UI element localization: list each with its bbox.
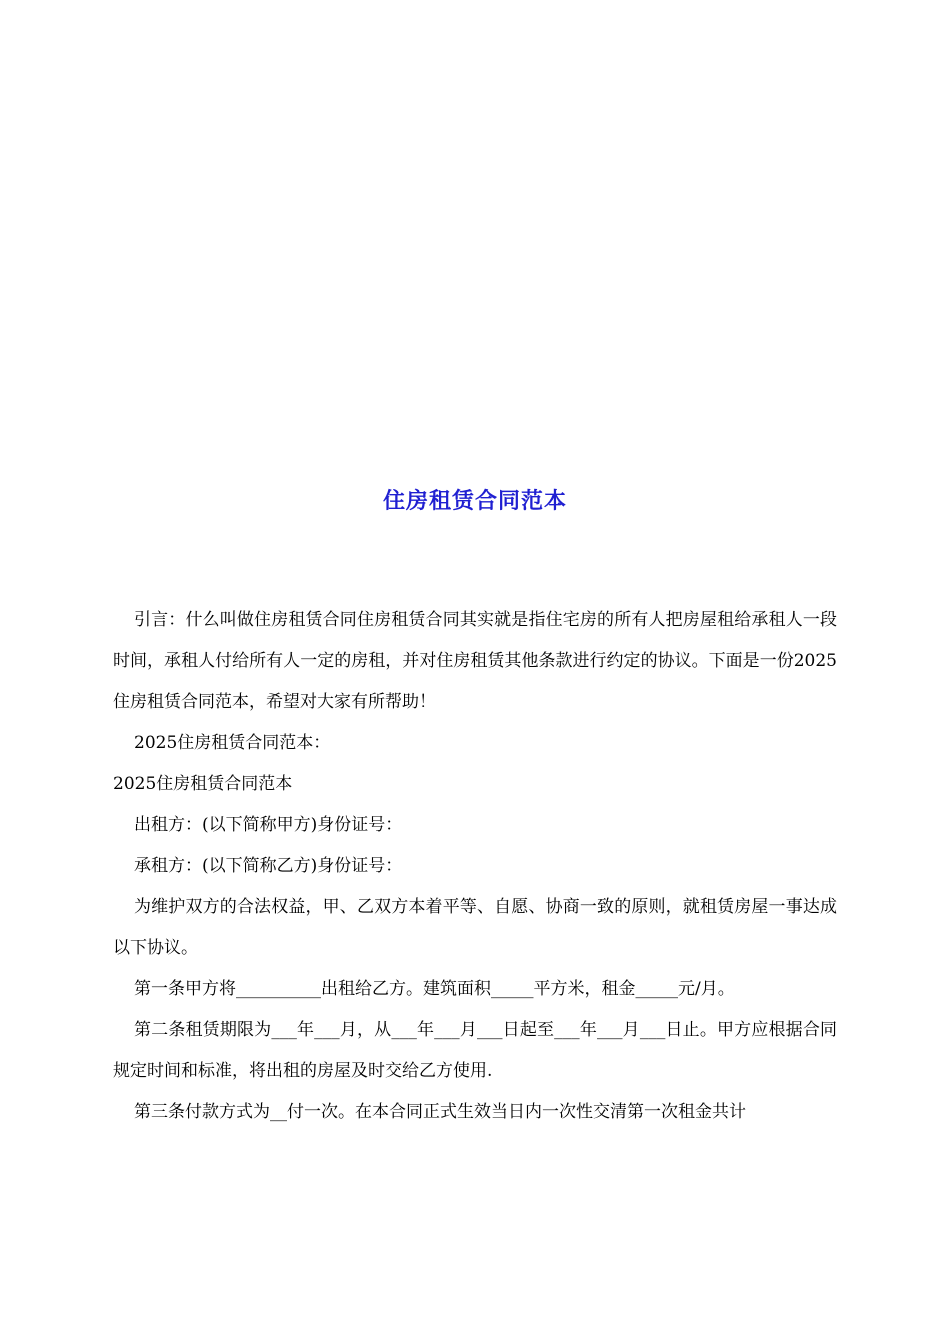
- lessor-line: 出租方：(以下简称甲方)身份证号：: [134, 815, 403, 835]
- article-2-paragraph: 第二条租赁期限为___年___月，从___年___月___日起至___年___月___日止。甲方应根据合同规定时间和标准，将出租的房屋及时交给乙方使用.: [113, 1020, 837, 1081]
- article-1-paragraph: 第一条甲方将__________出租给乙方。建筑面积_____平方米，租金_____元/月。: [134, 979, 735, 999]
- article-3-paragraph: 第三条付款方式为__付一次。在本合同正式生效当日内一次性交清第一次租金共计: [134, 1102, 746, 1122]
- template-title-line: 2025住房租赁合同范本: [113, 774, 293, 794]
- document-body: [113, 600, 837, 1133]
- purpose-paragraph: 为维护双方的合法权益，甲、乙双方本着平等、自愿、协商一致的原则，就租赁房屋一事达成以下协议。: [113, 897, 837, 958]
- document-title: 住房租赁合同范本: [382, 489, 567, 514]
- template-heading-line: 2025住房租赁合同范本：: [134, 733, 331, 753]
- intro-paragraph: 引言：什么叫做住房租赁合同住房租赁合同其实就是指住宅房的所有人把房屋租给承租人一段时间，承租人付给所有人一定的房租，并对住房租赁其他条款进行约定的协议。下面是一份2025住房租赁合同范本，希望对大家有所帮助！: [113, 610, 837, 712]
- lessee-line: 承租方：(以下简称乙方)身份证号：: [134, 856, 403, 876]
